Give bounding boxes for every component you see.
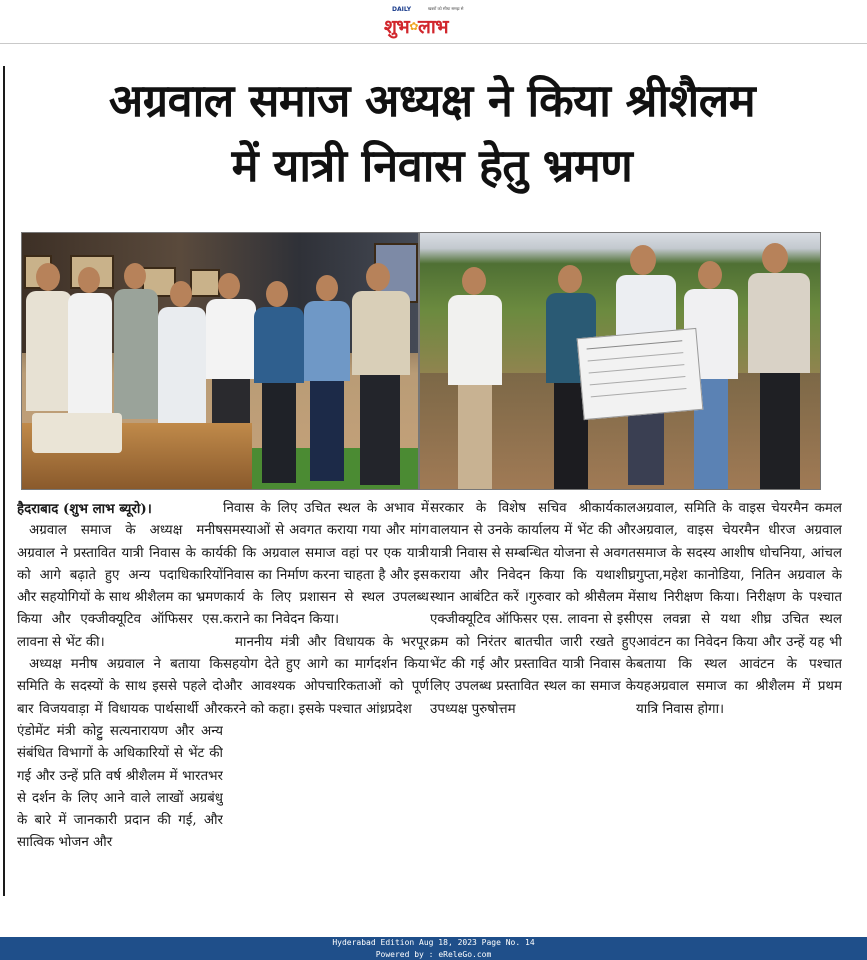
site-plan-document	[577, 328, 704, 420]
headline-line-1: अग्रवाल समाज अध्यक्ष ने किया श्रीशैलम	[108, 74, 756, 127]
article-column-1	[17, 498, 223, 936]
edition-info: Hyderabad Edition Aug 18, 2023 Page No. 14	[332, 938, 535, 947]
logo-part-1: शुभ	[384, 16, 410, 38]
logo-daily-text: DAILY	[392, 6, 412, 13]
article-paragraph: अग्रवाल समाज के अध्यक्ष मनीष अग्रवाल ने प्रस्तावित यात्री निवास के कार्य को आगे बढ़ाते हुए अन्य पदाधिकारियों और सहयोगियों के साथ श्रीशैलम का भ्रमण किया और एक्जीक्यूटिव ऑफिसर एस. लावना से भेंट की।	[17, 523, 223, 650]
desk-items	[32, 413, 122, 453]
article-column-2	[223, 498, 429, 936]
article-paragraph: अग्रवाल, समिति के वाइस चेयरमैन कमल अग्रवाल, वाइस चेयरमैन धीरज अग्रवाल समाज के सदस्य आशीष धोचनिया, आंचल गुप्ता,महेश कानोडिया, नितिन अग्रवाल के साथ निरीक्षण किया। निरीक्षण के पश्चात एस लवन्ना से यथा शीघ्र उचित स्थल आवंटन का निवेदन किया और उन्हें यह भी बताया कि स्थल आवंटन के पश्चात यहअग्रवाल समाज का श्रीशैलम में प्रथम यात्रि निवास होगा।	[636, 501, 842, 717]
article-paragraph: माननीय मंत्री और विधायक के भरपूर सहयोग देते हुए आगे का मार्गदर्शन किया और आवश्यक ओपचारिकताओं को पूर्ण करने को कहा। इसके पश्चात आंध्रप्रदेश	[223, 634, 429, 717]
article-column-4	[636, 498, 842, 936]
photo-site-inspection	[419, 232, 821, 490]
article-headline	[12, 68, 852, 198]
logo-tagline: खबरों को सीधा समझ से	[428, 6, 464, 11]
wall-frame	[190, 269, 220, 297]
masthead-divider	[0, 43, 867, 44]
powered-by-link[interactable]: Powered by : eReleGo.com	[375, 949, 492, 959]
logo-mid-mark: ✿	[409, 20, 418, 33]
article-paragraph: सरकार के विशेष सचिव श्रीकार्यकाल वालयान से उनके कार्यालय में भेंट की और यात्री निवास से सम्बन्धित योजना से अवगत कराया और निवेदन किया कि यथाशीघ्र स्थान आबंटित करें ।गुरुवार को श्रीसैलम में एक्जीक्यूटिव ऑफिसर एस. लावना से इसी क्रम को निरंतर बातचीत जारी रखते हुए भेंट की गई और प्रस्तावित यात्री निवास के लिए उपलब्ध प्रस्तावित स्थल का समाज के उपध्यक्ष पुरुषोत्तम	[430, 501, 636, 717]
masthead	[0, 0, 867, 44]
logo-wordmark	[384, 13, 448, 39]
article-paragraph: निवास के लिए उचित स्थल के अभाव में समस्याओं से अवगत कराया गया और मांग की कि अग्रवाल समाज वहां पर एक यात्री निवास का निर्माण करना चाहता है और इस कार्य के लिए प्रशासन से स्थल उपलब्ध कराने का निवेदन किया।	[223, 501, 429, 628]
article-column-3	[430, 498, 636, 936]
logo-part-2: लाभ	[418, 16, 449, 38]
headline-line-2: में यात्री निवास हेतु भ्रमण	[231, 139, 633, 192]
article-dateline: हैदराबाद (शुभ लाभ ब्यूरो)।	[17, 501, 152, 517]
article-left-rule	[3, 66, 5, 896]
article-paragraph: अध्यक्ष मनीष अग्रवाल ने बताया कि समिति के सदस्यों के साथ इससे पहले दो बार विजयवाड़ा में विधायक पार्थसार्थी और एंडोमेंट मंत्री कोट्टु सत्यनारायण और अन्य संबंधित विभागों के अधिकारियों से भेंट की गई और उन्हें प्रति वर्ष श्रीशैलम में भारतभर से दर्शन के लिए आने वाले लाखों अग्रबंधु के बारे में जानकारी प्रदान की गई, और सात्विक भोजन और	[17, 657, 223, 851]
shubh-labh-logo[interactable]	[384, 5, 484, 39]
photo-office-meeting	[21, 232, 419, 490]
edition-footer	[0, 937, 867, 960]
